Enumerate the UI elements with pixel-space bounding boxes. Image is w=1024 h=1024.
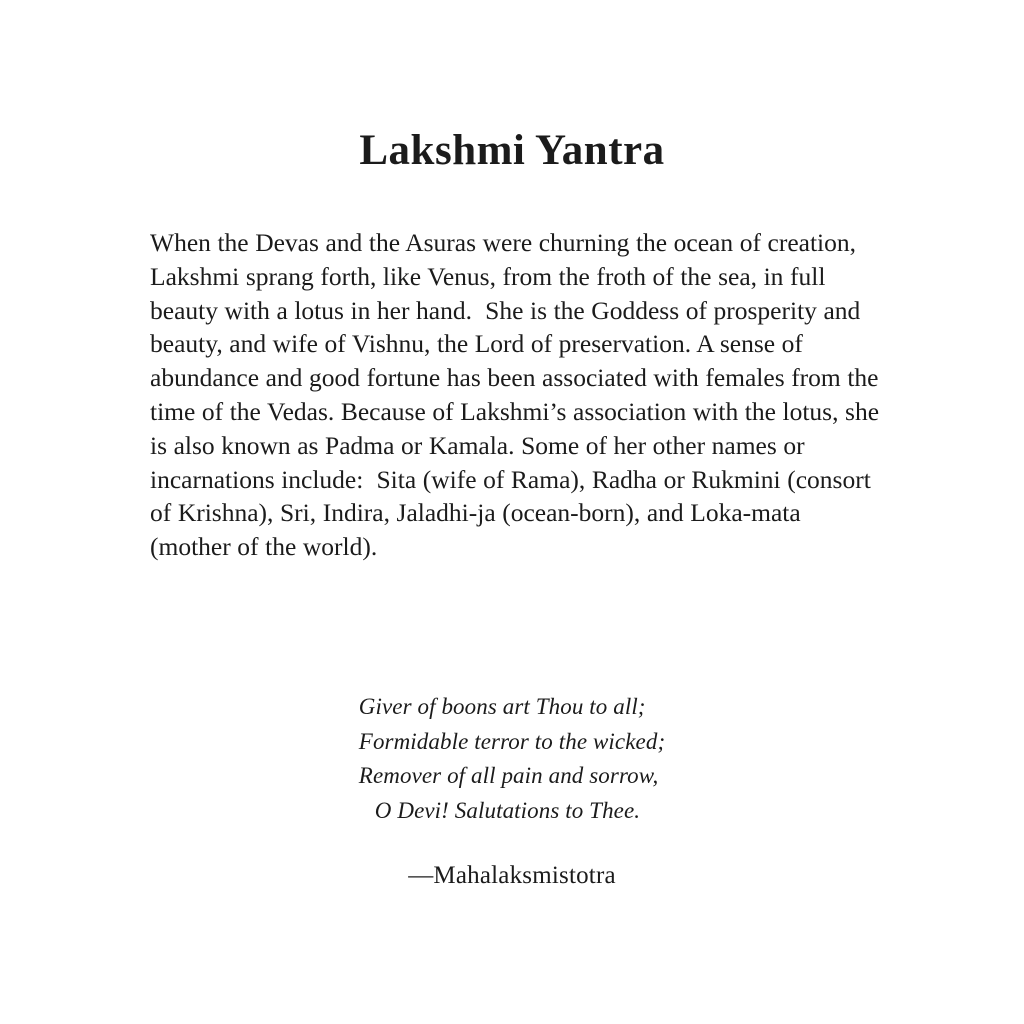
page-title: Lakshmi Yantra (359, 126, 665, 174)
body-text-block (150, 226, 886, 564)
verse-line: O Devi! Salutations to Thee. (374, 797, 641, 823)
verse-line: Formidable terror to the wicked; (358, 728, 666, 754)
verse-block (0, 690, 1024, 828)
verse-line: Giver of boons art Thou to all; (358, 694, 646, 719)
verse-line: Remover of all pain and sorrow, (358, 763, 659, 788)
body-paragraph: When the Devas and the Asuras were churning the ocean of creation, Lakshmi sprang forth, like Venus, from the froth of the sea, in full beauty with a lotus in her hand. She is the Goddess of prosperity and beauty, and wife of Vishnu, the Lord of preservation. A sense of abundance and good fortune has been associated with females from the time of the Vedas. Because of Lakshmi’s association with the lotus, she is also known as Padma or Kamala. Some of her other names or incarnations include: Sita (wife of Rama), Radha or Rukmini (consort of Krishna), Sri, Indira, Jaladhi-ja (ocean-born), and Loka-mata (mother of the world). (150, 228, 886, 562)
verse-lines (359, 690, 665, 828)
verse-attribution: —Mahalaksmistotra (408, 862, 616, 889)
